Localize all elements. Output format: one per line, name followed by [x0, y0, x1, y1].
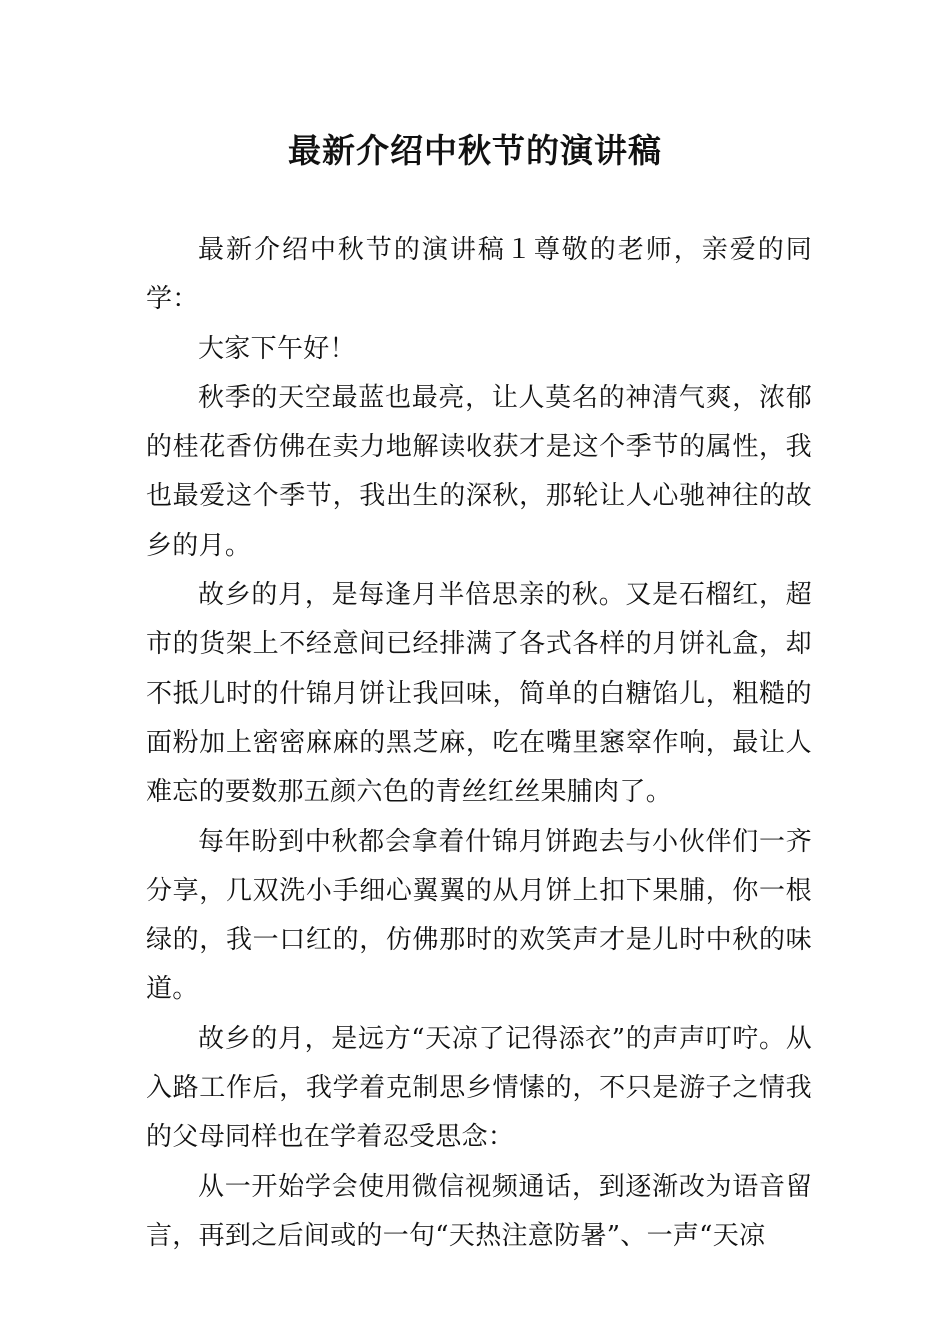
- paragraph: 故乡的月，是远方“天凉了记得添衣”的声声叮咛。从入路工作后，我学着克制思乡情愫的，不只是游子之情我的父母同样也在学着忍受思念：: [146, 1023, 812, 1153]
- paragraph: 从一开始学会使用微信视频通话，到逐渐改为语音留言，再到之后间或的一句“天热注意防暑”、一声“天凉: [146, 1171, 812, 1251]
- paragraph: 故乡的月，是每逢月半倍思亲的秋。又是石榴红，超市的货架上不经意间已经排满了各式各样的月饼礼盒，却不抵儿时的什锦月饼让我回味，简单的白糖馅儿，粗糙的面粉加上密密麻麻的黑芝麻，吃在嘴里窸窣作响，最让人难忘的要数那五颜六色的青丝红丝果脯肉了。: [146, 580, 812, 808]
- paragraph: 秋季的天空最蓝也最亮，让人莫名的神清气爽，浓郁的桂花香仿佛在卖力地解读收获才是这个季节的属性，我也最爱这个季节，我出生的深秋，那轮让人心驰神往的故乡的月。: [146, 382, 812, 561]
- paragraph: 最新介绍中秋节的演讲稿１尊敬的老师，亲爱的同学：: [146, 235, 812, 315]
- paragraph: 每年盼到中秋都会拿着什锦月饼跑去与小伙伴们一齐分享，几双洗小手细心翼翼的从月饼上扣下果脯，你一根绿的，我一口红的，仿佛那时的欢笑声才是儿时中秋的味道。: [146, 826, 812, 1005]
- paragraph: 大家下午好！: [198, 333, 356, 364]
- document-body: [146, 226, 812, 1261]
- document-title: 最新介绍中秋节的演讲稿: [288, 131, 662, 170]
